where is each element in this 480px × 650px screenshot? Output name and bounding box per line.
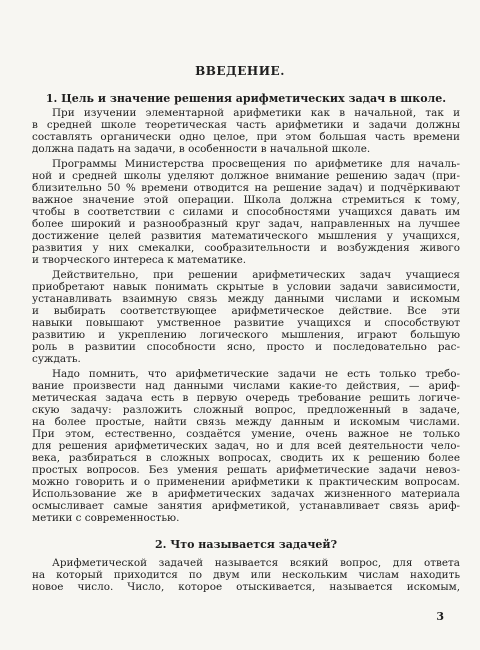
s1-p2-line-4: важное значение этой операции. Школа должна стремиться к тому, (32, 194, 460, 206)
page-title: ВВЕДЕНИЕ. (195, 64, 285, 78)
s1-p2-line-6: более широкий и разнообразный круг задач, направленных на лучшее (32, 218, 460, 230)
s1-p4-line-11: Использование же в арифметических задачах жизненного материала (32, 488, 460, 500)
s1-p3-line-1: Действительно, при решении арифметических задач учащиеся (52, 269, 460, 281)
s1-p2-line-5: чтобы в соответствии с силами и способностями учащихся давать им (32, 206, 460, 218)
s1-p3-line-4: и выбирать соответствующее арифметическое действие. Все эти (32, 305, 460, 317)
s1-p4-line-12: осмысливает самые занятия арифметикой, устанавливает связь ариф- (32, 500, 460, 512)
s1-p4-line-10: можно говорить и о применении арифметики к практическим вопросам. (32, 476, 460, 488)
s2-p1-line-1: Арифметической задачей называется всякий вопрос, для ответа (52, 557, 460, 569)
s1-p4-line-1: Надо помнить, что арифметические задачи не есть только требо- (52, 368, 460, 380)
s1-p2-line-3: близительно 50 % времени отводится на решение задач) и подчёркивают (32, 182, 460, 194)
s1-p4-line-5: на более простые, найти связь между данным и искомым числами. (32, 416, 460, 428)
s1-p4-line-6: При этом, естественно, создаётся умение, очень важное не только (32, 428, 460, 440)
s1-p4-line-3: метическая задача есть в первую очередь требование решить логиче- (32, 392, 460, 404)
s1-p4-line-4: скую задачу: разложить сложный вопрос, предложенный в задаче, (32, 404, 460, 416)
s1-p3-line-3: устанавливать взаимную связь между данными числами и искомым (32, 293, 460, 305)
s1-p2-line-1: Программы Министерства просвещения по арифметике для началь- (52, 158, 460, 170)
s1-p2-line-9: и творческого интереса к математике. (32, 254, 247, 266)
page-number: 3 (436, 610, 444, 623)
s1-p4-line-2: вание произвести над данными числами какие-то действия, — ариф- (32, 380, 460, 392)
section-2-heading: 2. Что называется задачей? (154, 538, 338, 551)
s1-p3-line-6: развитию и укреплению логического мышления, играют большую (32, 329, 460, 341)
s1-p2-line-7: достижение целей развития математического мышления у учащихся, (32, 230, 460, 242)
s1-p1-line-4: должна падать на задачи, в особенности в начальной школе. (32, 143, 371, 155)
s2-p1-line-3: новое число. Число, которое отыскивается, называется искомым, (32, 581, 460, 593)
s1-p4-line-9: простых вопросов. Без умения решать арифметические задачи невоз- (32, 464, 460, 476)
s1-p2-line-2: ной и средней школы уделяют должное внимание решению задач (при- (32, 170, 460, 182)
s1-p3-line-7: роль в развитии способности ясно, просто и последовательно рас- (32, 341, 460, 353)
s1-p3-line-2: приобретают навык понимать скрытые в условии задачи зависимости, (32, 281, 460, 293)
s1-p4-line-7: для решения арифметических задач, но и для всей деятельности чело- (32, 440, 460, 452)
s1-p1-line-1: При изучении элементарной арифметики как в начальной, так и (52, 107, 460, 119)
s1-p3-line-8: суждать. (32, 353, 81, 365)
s1-p4-line-13: метики с современностью. (32, 512, 180, 524)
s1-p1-line-2: в средней школе теоретическая часть арифметики и задачи должны (32, 119, 460, 131)
section-1-heading: 1. Цель и значение решения арифметических задач в школе. (45, 92, 447, 105)
s1-p1-line-3: составлять органически одно целое, при этом большая часть времени (32, 131, 460, 143)
s1-p2-line-8: развития у них смекалки, сообразительности и возбуждения живого (32, 242, 460, 254)
s1-p3-line-5: навыки повышают умственное развитие учащихся и способствуют (32, 317, 460, 329)
s2-p1-line-2: на который приходится по двум или нескольким числам находить (32, 569, 460, 581)
s1-p4-line-8: века, разбираться в сложных вопросах, сводить их к решению более (32, 452, 460, 464)
